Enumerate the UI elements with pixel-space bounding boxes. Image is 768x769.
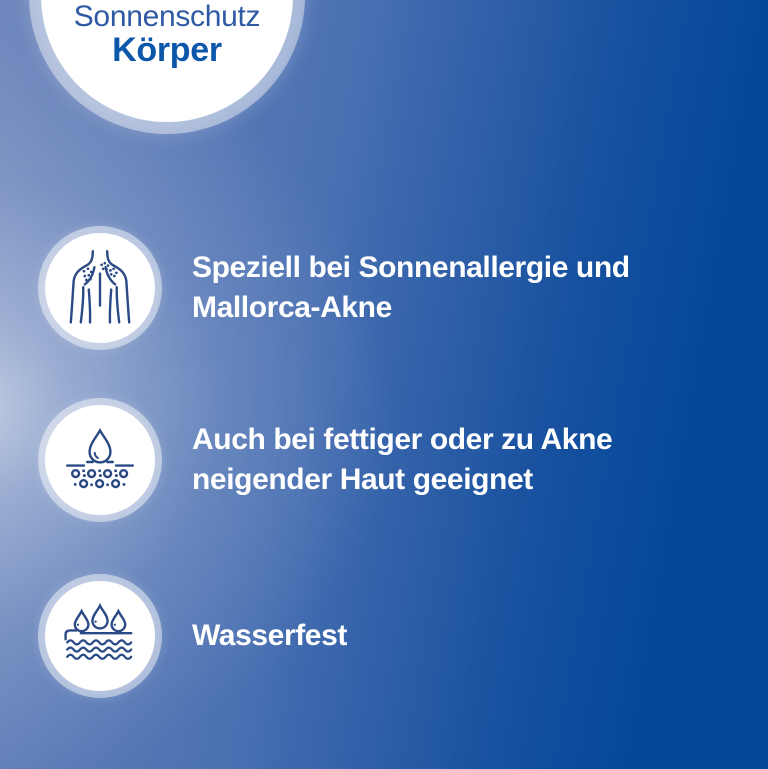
feature-row-wasserfest	[45, 574, 347, 698]
feature-text-line: Auch bei fettiger oder zu Akne	[192, 423, 613, 456]
feature-icon-circle	[45, 405, 155, 515]
waterproof-waves-icon	[60, 596, 140, 676]
feature-text	[192, 420, 612, 500]
feature-text-line: Wasserfest	[192, 619, 347, 652]
feature-icon-circle	[45, 581, 155, 691]
feature-text-line: Mallorca-Akne	[192, 291, 392, 324]
feature-text-line: Speziell bei Sonnenallergie und	[192, 251, 630, 284]
feature-text-line: neigender Haut geeignet	[192, 463, 533, 496]
feature-row-fettige-haut	[45, 398, 612, 522]
badge-label-line1: Sonnenschutz	[73, 0, 261, 33]
badge-label-line2: Körper	[112, 31, 222, 69]
feature-text	[192, 616, 347, 656]
droplet-skin-icon	[60, 420, 140, 500]
back-acne-icon	[60, 248, 140, 328]
badge-label	[41, 1, 293, 68]
feature-text	[192, 248, 630, 328]
feature-row-sonnenallergie	[45, 226, 630, 350]
feature-icon-circle	[45, 233, 155, 343]
